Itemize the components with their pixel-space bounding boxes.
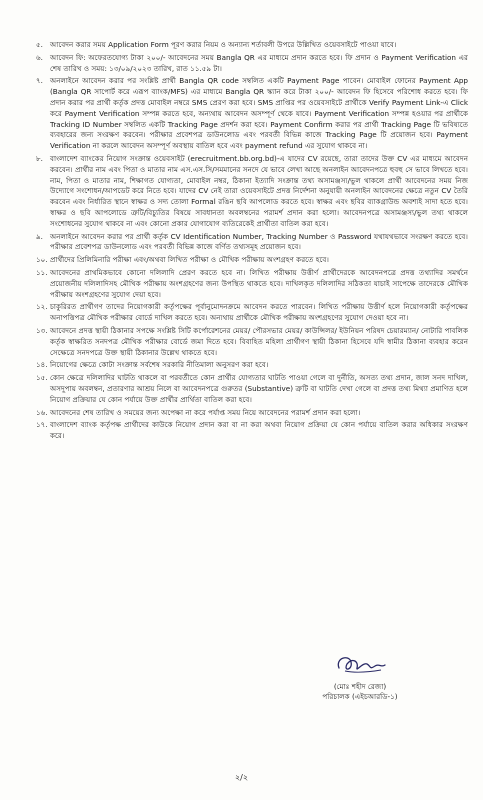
item-text: প্রার্থীদের প্রিলিমিনারি পরীক্ষা এবং/অথবা লিখিত পরীক্ষা ও মৌখিক পরীক্ষায় অংশগ্রহণ করতে হবে। xyxy=(50,255,329,265)
item-text: বাংলাদেশ ব্যাংক কর্তৃপক্ষ প্রার্থীদের কাউকে নিয়োগ প্রদান করা বা না করা অথবা নিয়োগ প্রক্রিয়া যে কোন পর্যায়ে বাতিল করার অধিকার সংরক্ষণ করে। xyxy=(50,420,468,441)
item-number: ৯. xyxy=(36,231,43,241)
list-item xyxy=(36,154,468,230)
item-text: চাকুরিরত প্রার্থীগণ তাদের নিয়োগকারী কর্তৃপক্ষের পূর্বানুমোদনক্রমে আবেদন করতে পারবেন। লিখিত পরীক্ষায় উত্তীর্ণ হলে নিয়োগকারী কর্তৃপক্ষের অনাপত্তিপত্র মৌখিক পরীক্ষার বোর্ডে দাখিল করতে হবে। অন্যথায় প্রার্থীকে মৌখিক পরীক্ষায় অংশগ্রহণের সুযোগ দেওয়া হবে না। xyxy=(50,302,468,323)
list-item xyxy=(36,76,468,152)
list-item xyxy=(36,40,468,51)
list-item xyxy=(36,420,468,442)
item-number: ১৩. xyxy=(36,325,48,335)
list-item xyxy=(36,268,468,300)
item-number: ৮. xyxy=(36,153,43,163)
item-number: ১৬. xyxy=(36,407,48,417)
item-number: ১৪. xyxy=(36,360,48,370)
page-number: ২/২ xyxy=(234,773,249,782)
item-number: ৫. xyxy=(36,40,43,49)
item-number: ৭. xyxy=(36,76,43,86)
item-number: ১৫. xyxy=(36,373,48,383)
signatory-name: (মোঃ শহীদ রেজা) xyxy=(333,682,387,691)
list-item xyxy=(36,326,468,358)
instruction-list xyxy=(36,40,468,444)
list-item xyxy=(36,53,468,75)
signature-block xyxy=(300,650,420,702)
signature-image xyxy=(325,650,395,678)
item-text: আবেদনে প্রদত্ত স্থায়ী ঠিকানার সপক্ষে সংশ্লিষ্ট সিটি কর্পোরেশনের মেয়র/ পৌরসভার মেয়র/ কাউন্সিলর/ ইউনিয়ন পরিষদ চেয়ারম্যান/ নোটারি পাবলিক কর্তৃক স্বাক্ষরিত সনদপত্র মৌখিক পরীক্ষার বোর্ডে জমা দিতে হবে। বিবাহিত মহিলা প্রার্থীগণ স্থায়ী ঠিকানা হিসেবে যদি স্বামীর ঠিকানা ব্যবহার করেন সেক্ষেত্রে সনদপত্রে উক্ত স্থায়ী ঠিকানার উল্লেখ থাকতে হবে। xyxy=(50,325,468,357)
list-item xyxy=(36,360,468,371)
list-item xyxy=(36,232,468,254)
item-number: ১০. xyxy=(36,255,48,265)
item-text: বাংলাদেশ ব্যাংকের নিয়োগ সংক্রান্ত ওয়েবসাইট (erecruitment.bb.org.bd)-এ যাদের CV রয়েছে, তারা তাদের উক্ত CV এর মাধ্যমে আবেদন করবেন। প্রার্থীর নাম এবং পিতা ও মাতার নাম এস.এস.সি/সমমানের সনদে যে ভাবে লেখা আছে অনলাইন আবেদনপত্রে হুবহু সে ভাবে লিখতে হবে। নাম, পিতা ও মাতার নাম, শিক্ষাগত যোগ্যতা, মোবাইল নম্বর, ঠিকানা ইত্যাদি সংক্রান্ত তথ্য অসামঞ্জস্য/ভুল থাকলে প্রার্থী আবেদনের সময় নিজ উদ্যোগে সংশোধন/আপডেট করে নিতে হবে। যাদের CV নেই তারা ওয়েবসাইটে প্রদত্ত নির্দেশনা অনুযায়ী অনলাইন আবেদনের ক্ষেত্রে নতুন CV তৈরি করবেন এবং নির্ধারিত স্থানে স্বাক্ষর ও সদ্য তোলা Formal রঙিন ছবি আপলোড করতে হবে। স্বাক্ষর এবং ছবির ব্যাকগ্রাউন্ড অবশ্যই সাদা হতে হবে। স্বাক্ষর ও ছবি আপলোডে ত্রুটি/বিচ্যুতির বিষয়ে সাবধানতা অবলম্বনের পরামর্শ প্রদান করা হলো। আবেদনপত্রে অসামঞ্জস্য/ভুল তথ্য থাকলে সংশোধনের সুযোগ থাকবে না এবং কোনো প্রকার যোগাযোগ ব্যতিরেকেই প্রার্থীতা বাতিল করা হবে। xyxy=(50,153,468,228)
item-number: ১২. xyxy=(36,302,48,312)
signatory-designation: পরিচালক (এইচআরডি-১) xyxy=(322,692,398,702)
item-text: আবেদনের প্রাথমিকভাবে কোনো দলিলাদি প্রেরণ করতে হবে না। লিখিত পরীক্ষায় উত্তীর্ণ প্রার্থীদেরকে আবেদনপত্রে প্রদত্ত তথ্যাদির সমর্থনে প্রয়োজনীয় দলিলাদিসহ মৌখিক পরীক্ষায় অংশগ্রহণের জন্য উপস্থিত থাকতে হবে। দাখিলকৃত দলিলাদির সঠিকতা যাচাই সাপেক্ষে তাদেরকে মৌখিক পরীক্ষায় অংশগ্রহণের সুযোগ দেয়া হবে। xyxy=(50,267,468,299)
item-text: অনলাইনে আবেদন করার পর সংশ্লিষ্ট প্রার্থী Bangla QR code সম্বলিত একটি Payment Page পাবেন। মোবাইল ফোনের Payment App (Bangla QR সাপোর্ট করে এরূপ ব্যাংক/MFS) এর মাধ্যমে Bangla QR স্ক্যান করে টাকা ২০০/- আবেদন ফি হিসেবে পরিশোধ করতে হবে। ফি প্রদান করার পর প্রার্থী কর্তৃক প্রদত্ত মোবাইল নম্বরে SMS প্রেরণ করা হবে। SMS প্রাপ্তির পর ওয়েবসাইটে প্রার্থীকে Verify Payment Link-এ Click করে Payment Verification সম্পন্ন করতে হবে, অন্যথায় আবেদন অসম্পূর্ণ থেকে যাবে। Payment Verification সম্পন্ন হওয়ার পর প্রার্থীকে Tracking ID Number সম্বলিত একটি Tracking Page প্রদর্শন করা হবে। Payment Confirm করার পর প্রার্থী Tracking Page টি ভবিষ্যতে ব্যবহারের জন্য সংরক্ষণ করবেন। পরীক্ষার প্রবেশপত্র ডাউনলোড এবং পরবর্তী বিভিন্ন কাজে Tracking Page টি প্রয়োজন হবে। Payment Verification না করলে আবেদন অসম্পূর্ণ অবস্থায় বাতিল হবে এবং payment refund এর সুযোগ থাকবে না। xyxy=(50,76,468,151)
item-text: নিয়োগের ক্ষেত্রে কোটা সংক্রান্ত সর্বশেষ সরকারি নীতিমালা অনুসরণ করা হবে। xyxy=(50,360,269,370)
list-item xyxy=(36,408,468,419)
item-text: আবেদন করার সময় Application Form পূরণ করার নিয়ম ও অন্যান্য শর্তাবলী উপরে উল্লিখিত ওয়েবসাইটে পাওয়া যাবে। xyxy=(50,40,397,49)
list-item xyxy=(36,255,468,266)
item-number: ৬. xyxy=(36,52,43,62)
list-item xyxy=(36,302,468,324)
item-text: আবেদন ফি: অফেরতযোগ্য টাকা ২০০/- আবেদনের সময় Bangla QR এর মাধ্যমে প্রদান করতে হবে। ফি প্রদান ও Payment Verification এর শেষ তারিখ ও সময়: ১৩/০৯/২০২৩ তারিখ, রাত ১১.৫৯ টা। xyxy=(50,52,468,73)
item-number: ১১. xyxy=(36,267,48,277)
item-number: ১৭. xyxy=(36,420,48,430)
item-text: আবেদনের শেষ তারিখ ও সময়ের জন্য অপেক্ষা না করে পর্যাপ্ত সময় নিয়ে আবেদনের পরামর্শ প্রদান করা হলো। xyxy=(50,407,361,417)
item-text: কোন ক্ষেত্রে দলিলাদির ঘাটতি থাকলে বা পরবর্তীতে কোন প্রার্থীর যোগ্যতার ঘাটতি পাওয়া গেলে বা দুর্নীতি, অসত্য তথ্য প্রদান, জাল সনদ দাখিল, অসদুপায় অবলম্বন, প্রতারণার আশ্রয় নিলে বা আবেদনপত্রে গুরুতর (Substantive) ত্রুটি বা ঘাটতি দেখা গেলে বা প্রদত্ত তথ্য মিথ্যা প্রমাণিত হলে নিয়োগ প্রক্রিয়ার যে কোন পর্যায়ে উক্ত প্রার্থীর প্রার্থিতা বাতিল করা হবে। xyxy=(50,373,468,404)
item-text: অনলাইনে আবেদন করার পর প্রার্থী কর্তৃক CV Identification Number, Tracking Number ও Password যথাযথভাবে সংরক্ষণ করতে হবে। পরীক্ষার প্রবেশপত্র ডাউনলোড এবং পরবর্তী বিভিন্ন কাজে বর্ণিত তথ্যসমূহ প্রয়োজন হবে। xyxy=(50,231,468,252)
list-item xyxy=(36,373,468,405)
